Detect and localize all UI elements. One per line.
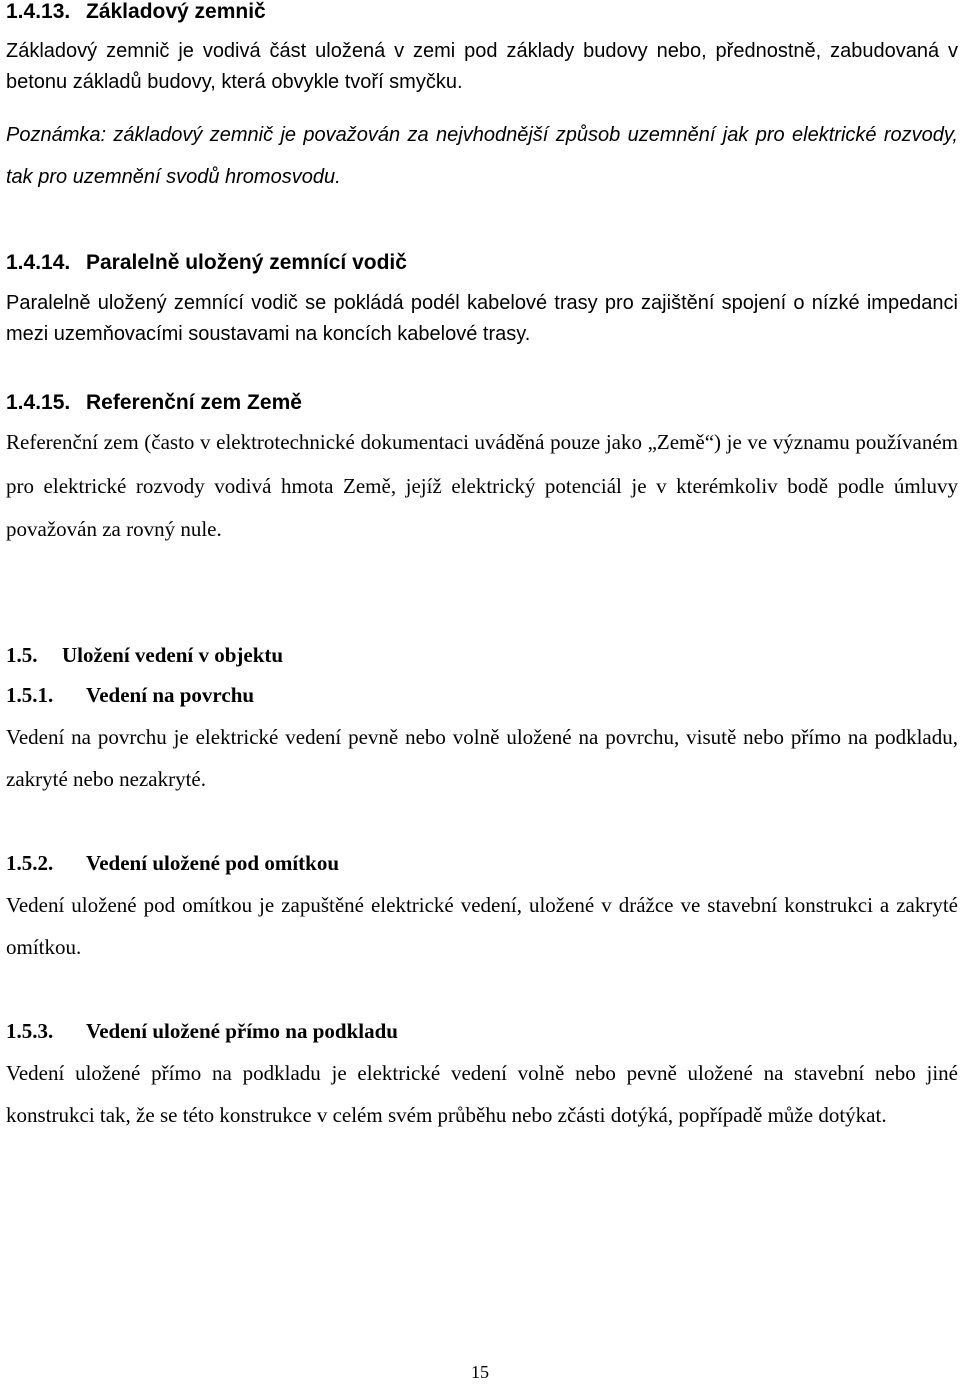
heading-number: 1.4.15.	[6, 391, 71, 414]
paragraph-vedeni-na-povrchu: Vedení na povrchu je elektrické vedení pevně nebo volně uložené na povrchu, visutě nebo přímo na podkladu, zakryté nebo nezakryté.	[6, 725, 958, 791]
paragraph-referencni-zem: Referenční zem (často v elektrotechnické dokumentaci uváděná pouze jako „Země“) je ve významu používaném pro elektrické rozvody vodivá hmota Země, jejíž elektrický potenciál je v kterémkoliv bodě podle úmluvy považován za rovný nule.	[6, 430, 958, 541]
heading-number: 1.4.13.	[6, 0, 71, 23]
heading-title: Vedení na povrchu	[86, 683, 255, 707]
page-number: 15	[471, 1362, 489, 1382]
heading-1-4-13	[6, 0, 958, 24]
heading-1-5-1	[6, 683, 958, 707]
heading-number: 1.4.14.	[6, 251, 71, 274]
heading-1-4-14	[6, 251, 958, 275]
heading-title: Paralelně uložený zemnící vodič	[86, 251, 407, 274]
heading-title: Referenční zem Země	[86, 391, 302, 414]
paragraph-zakladovy-zemnic: Základový zemnič je vodivá část uložená v zemi pod základy budovy nebo, přednostně, zabudovaná v betonu základů budovy, která obvykle tvoří smyčku.	[6, 40, 958, 93]
heading-number: 1.5.2.	[6, 851, 54, 875]
heading-1-5-2	[6, 851, 958, 875]
heading-title: Vedení uložené přímo na podkladu	[86, 1019, 398, 1043]
paragraph-vedeni-primo-na-podkladu: Vedení uložené přímo na podkladu je elektrické vedení volně nebo pevně uložené na stavební nebo jiné konstrukci tak, že se této konstrukce v celém svém průběhu nebo zčásti dotýká, popřípadě může dotýkat.	[6, 1061, 958, 1127]
paragraph-paralelne-ulozeny-vodic: Paralelně uložený zemnící vodič se pokládá podél kabelové trasy pro zajištění spojení o nízké impedanci mezi uzemňovacími soustavami na koncích kabelové trasy.	[6, 292, 958, 345]
paragraph-vedeni-pod-omitkou: Vedení uložené pod omítkou je zapuštěné elektrické vedení, uložené v drážce ve stavební konstrukci a zakryté omítkou.	[6, 893, 958, 959]
heading-title: Vedení uložené pod omítkou	[86, 851, 340, 875]
heading-number: 1.5.1.	[6, 683, 54, 707]
heading-1-4-15	[6, 391, 958, 415]
heading-title: Uložení vedení v objektu	[62, 643, 284, 667]
heading-1-5	[6, 643, 958, 667]
heading-number: 1.5.	[6, 643, 38, 667]
heading-1-5-3	[6, 1019, 958, 1043]
heading-number: 1.5.3.	[6, 1019, 54, 1043]
heading-title: Základový zemnič	[86, 0, 266, 23]
note-zakladovy-zemnic: Poznámka: základový zemnič je považován za nejvhodnější způsob uzemnění jak pro elektrické rozvody, tak pro uzemnění svodů hromosvodu.	[6, 124, 958, 188]
